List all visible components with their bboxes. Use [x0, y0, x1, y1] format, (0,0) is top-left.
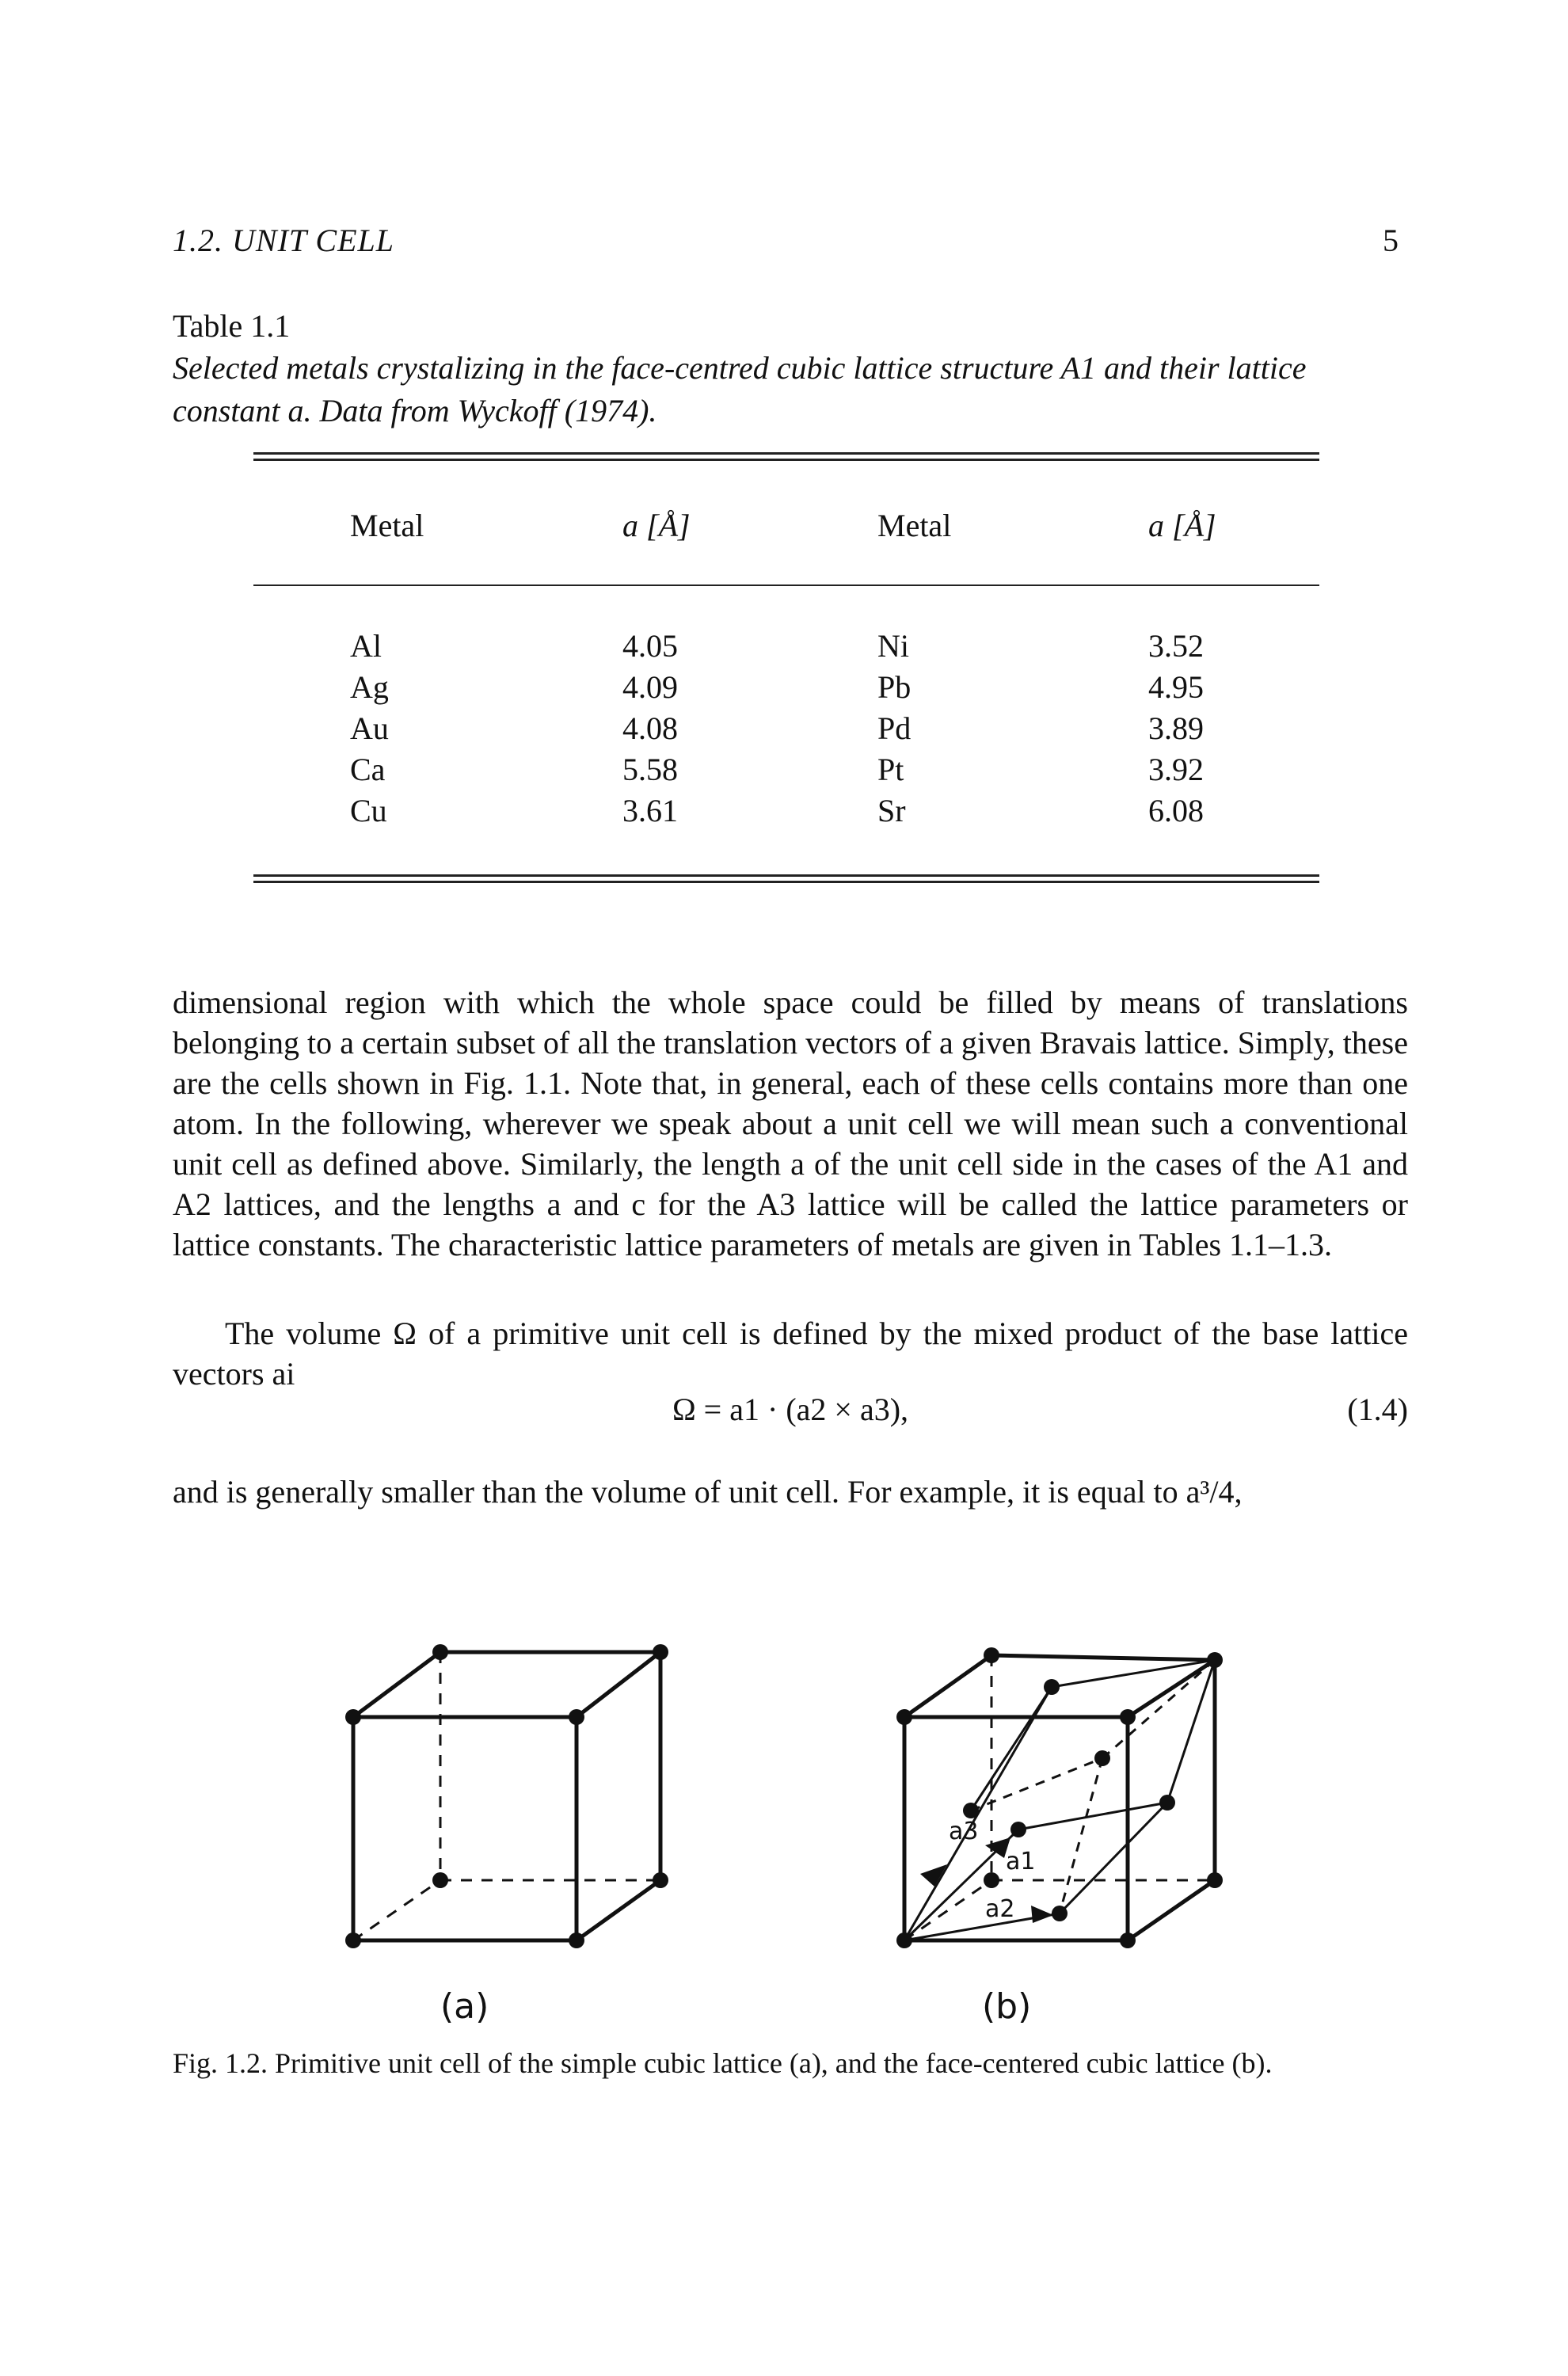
atom: [653, 1872, 668, 1888]
top-left-diagonal: [904, 1655, 991, 1717]
table-caption: Selected metals crystalizing in the face-centred cubic lattice structure A1 and their lattice constant a. Data from Wyckoff (1974).: [173, 350, 1307, 428]
table-cell: 4.08: [622, 710, 678, 746]
table-cell: Al: [350, 628, 382, 664]
bottom-right-diagonal: [577, 1880, 660, 1940]
figure-label-b: (b): [982, 1986, 1032, 2027]
front-face: [353, 1717, 577, 1940]
table-cell: 3.89: [1148, 710, 1204, 746]
table-cell: 6.08: [1148, 793, 1204, 828]
table-cell: 5.58: [622, 752, 678, 787]
top-left-diagonal: [353, 1652, 440, 1717]
table-cell: Sr: [877, 793, 906, 828]
top-right-diagonal: [1128, 1660, 1215, 1717]
table-cell: Pd: [877, 710, 911, 746]
table-cell: Pt: [877, 752, 904, 787]
top-right-diagonal: [577, 1652, 660, 1717]
column-header-lattice-1: a [Å]: [622, 508, 691, 543]
table-cell: 3.52: [1148, 628, 1204, 664]
table-cell: Pb: [877, 669, 911, 705]
figure-a-atoms: [345, 1644, 668, 1948]
face-center-atom: [1094, 1750, 1110, 1766]
atom: [345, 1932, 361, 1948]
atom: [1207, 1652, 1223, 1668]
atom: [569, 1932, 584, 1948]
page-number: 5: [1383, 223, 1399, 258]
rhombo-edge: [971, 1687, 1052, 1811]
column-header-lattice-2: a [Å]: [1148, 508, 1216, 543]
table-cell: Cu: [350, 793, 387, 828]
vector-label-a1: a1: [1006, 1848, 1036, 1875]
atom: [984, 1647, 999, 1663]
face-center-atom: [1010, 1822, 1026, 1837]
hidden-diagonal-edge: [353, 1880, 440, 1940]
atom: [345, 1709, 361, 1725]
column-header-metal-1: Metal: [350, 508, 424, 543]
running-header-title: 1.2. UNIT CELL: [173, 223, 395, 258]
vector-label-a3: a3: [949, 1818, 979, 1845]
table-cell: Ni: [877, 628, 909, 664]
equation-1-4: Ω = a1 · (a2 × a3),: [672, 1392, 909, 1427]
figure-label-a: (a): [440, 1986, 489, 2027]
hidden-diagonal-edge: [904, 1880, 991, 1940]
table-label: Table 1.1: [173, 308, 291, 344]
figure-caption: Fig. 1.2. Primitive unit cell of the simple cubic lattice (a), and the face-centered cubic lattice (b).: [173, 2047, 1273, 2079]
atom: [1120, 1932, 1136, 1948]
atom: [569, 1709, 584, 1725]
atom: [896, 1932, 912, 1948]
atom: [653, 1644, 668, 1660]
body-paragraph-2: The volume Ω of a primitive unit cell is defined by the mixed product of the base lattice vectors ai: [173, 1316, 1408, 1392]
atom: [896, 1709, 912, 1725]
vector-label-a2: a2: [985, 1895, 1015, 1923]
table-cell: 4.95: [1148, 669, 1204, 705]
rhombo-edge: [1167, 1660, 1215, 1803]
table-cell: 3.61: [622, 793, 678, 828]
atom: [984, 1872, 999, 1888]
table-cell: 4.05: [622, 628, 678, 664]
atom: [432, 1644, 448, 1660]
table-cell: Au: [350, 710, 389, 746]
table-cell: Ag: [350, 669, 389, 705]
body-paragraph-3: and is generally smaller than the volume of unit cell. For example, it is equal to a³/4,: [173, 1474, 1243, 1510]
a2-arrowhead: [1031, 1906, 1053, 1923]
atom: [1207, 1872, 1223, 1888]
bottom-right-diagonal: [1128, 1880, 1215, 1940]
column-header-metal-2: Metal: [877, 508, 952, 543]
equation-number: (1.4): [1347, 1392, 1408, 1427]
face-center-atom: [1052, 1906, 1068, 1921]
table-cell: 3.92: [1148, 752, 1204, 787]
table-cell: 4.09: [622, 669, 678, 705]
atom: [432, 1872, 448, 1888]
atom: [1120, 1709, 1136, 1725]
table-cell: Ca: [350, 752, 386, 787]
face-center-atom: [963, 1803, 979, 1818]
back-top-edge: [991, 1655, 1215, 1660]
face-center-atom: [1044, 1679, 1060, 1695]
rhombo-edge: [1052, 1660, 1215, 1687]
face-center-atom: [1159, 1795, 1175, 1811]
figure-b-atoms: [896, 1647, 1223, 1948]
body-paragraph-1: dimensional region with which the whole space could be filled by means of translations belonging to a certain subset of all the translation vectors of a given Bravais lattice. Simply, these are the cells shown in Fig. 1.1. Note that, in general, each of these cells contains more than one atom. In the following, wherever we speak about a unit cell we will mean such a conventional unit cell as defined above. Similarly, the length a of the unit cell side in the cases of the A1 and A2 lattices, and the lengths a and c for the A3 lattice will be called the lattice parameters or lattice constants. The characteristic lattice parameters of metals are given in Tables 1.1–1.3.: [173, 984, 1408, 1262]
figure-a-simple-cubic: [353, 1652, 660, 1940]
